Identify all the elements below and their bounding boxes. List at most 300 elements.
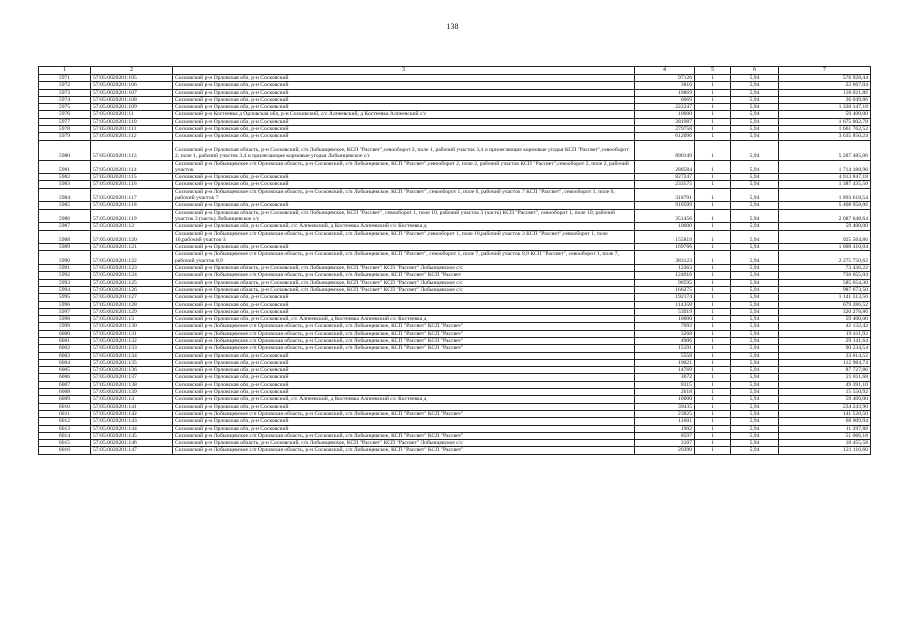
rate-cell: 5,94 (731, 272, 779, 279)
row-number-cell: 6009 (39, 396, 91, 403)
rate-cell: 5,94 (731, 82, 779, 89)
rate-cell: 5,94 (731, 359, 779, 366)
column-header: 7 (779, 67, 871, 75)
rate-cell: 5,94 (731, 174, 779, 181)
coefficient-cell: 1 (695, 251, 731, 265)
cadastral-number-cell: 57:05:0020201:14 (91, 396, 173, 403)
area-cell: 155819 (635, 230, 695, 244)
row-number-cell: 6004 (39, 359, 91, 366)
cadastral-number-cell: 57:05:0020201:124 (91, 272, 173, 279)
cadastral-number-cell: 57:05:0020201:122 (91, 251, 173, 265)
coefficient-cell: 1 (695, 301, 731, 308)
value-cell: 59 400,00 (779, 223, 871, 230)
address-cell: Сосковский р-н Орловская обл, р-н Сосковский (173, 308, 635, 315)
coefficient-cell: 1 (695, 140, 731, 160)
address-cell: Сосковский р-н Орловская обл, р-н Сосковский (173, 75, 635, 82)
address-cell: Сосковский р-н Орловская область, р-н Сосковский, с/п Лобынцевское, КСП "Рассвет", севооборот 1, поле 10, рабочий участок 3 (часть) КСП "Рассвет", севооборот 1, поле 10, рабочий участок 3 (часть) Лобынцевское с/с (173, 209, 635, 223)
row-number-cell: 6001 (39, 337, 91, 344)
cadastral-number-cell: 57:05:0020201:129 (91, 308, 173, 315)
address-cell: Сосковский р-н Орловская обл, р-н Сосковский (173, 133, 635, 140)
area-cell: 279758 (635, 126, 695, 133)
page-number: 138 (446, 22, 459, 31)
cadastral-number-cell: 57:05:0020201:11 (91, 111, 173, 118)
table-row (39, 104, 871, 111)
row-number-cell: 5986 (39, 209, 91, 223)
rate-cell: 5,94 (731, 209, 779, 223)
coefficient-cell: 1 (695, 133, 731, 140)
address-cell: Сосковский р-н Лобынцевское с/п Орловская область, р-н Сосковский, с/п Лобынцевское, КСП "Рассвет", севооборот 1, поле 7, рабочий участок 8,9 КСП "Рассвет", севооборот 1, поле 7, рабочий участок 8,9 (173, 251, 635, 265)
cadastral-number-cell: 57:05:0020201:116 (91, 181, 173, 188)
table-row (39, 140, 871, 160)
address-cell: Сосковский р-н Орловская обл, р-н Сосковский (173, 367, 635, 374)
cadastral-number-cell: 57:05:0020201:139 (91, 389, 173, 396)
address-cell: Сосковский р-н Лобынцевское с/п Орловская область, р-н Сосковский, с/п Лобынцевское, КСП "Рассвет" КСП "Рассвет" (173, 345, 635, 352)
value-cell: 51 066,18 (779, 432, 871, 439)
address-cell: Сосковский р-н Лобынцевское с/п Орловская область, р-н Сосковский, с/п Лобынцевское, КСП "Рассвет" КСП "Рассвет (173, 272, 635, 279)
value-cell: 121 116,60 (779, 447, 871, 454)
address-cell: Сосковский р-н Орловская обл, р-н Сосковский (173, 352, 635, 359)
coefficient-cell: 1 (695, 447, 731, 454)
coefficient-cell: 1 (695, 126, 731, 133)
coefficient-cell: 1 (695, 294, 731, 301)
area-cell: 3816 (635, 82, 695, 89)
coefficient-cell: 1 (695, 352, 731, 359)
area-cell: 12363 (635, 265, 695, 272)
rate-cell: 5,94 (731, 330, 779, 337)
row-number-cell: 5978 (39, 126, 91, 133)
address-cell: Сосковский р-н Орловская обл, р-н Сосковский (173, 118, 635, 125)
value-cell: 1 714 188,96 (779, 160, 871, 174)
table-row (39, 389, 871, 396)
row-number-cell: 5981 (39, 160, 91, 174)
address-cell: Сосковский р-н Лобынцевское с/п Орловская область, р-н Сосковский, с/п Лобынцевское, КСП "Рассвет",севооборот 1, поле 10,рабочий участок 3 КСП "Рассвет",севооборот 1, поле 10,рабочий участок 3 (173, 230, 635, 244)
table-row (39, 352, 871, 359)
area-cell: 318791 (635, 188, 695, 202)
table-row (39, 251, 871, 265)
area-cell: 19869 (635, 89, 695, 96)
area-cell: 20390 (635, 447, 695, 454)
area-cell: 53919 (635, 308, 695, 315)
rate-cell: 5,94 (731, 160, 779, 174)
address-cell: Сосковский р-н Орловская обл, р-н Сосковский (173, 89, 635, 96)
value-cell: 90 234,54 (779, 345, 871, 352)
table-row (39, 133, 871, 140)
table-row (39, 301, 871, 308)
value-cell: 18 455,58 (779, 440, 871, 447)
address-cell: Сосковский р-н Орловская обл, р-н Сосковский (173, 96, 635, 103)
table-row (39, 181, 871, 188)
column-header: 5 (695, 67, 731, 75)
coefficient-cell: 1 (695, 174, 731, 181)
cadastral-number-cell: 57:05:0020201:141 (91, 403, 173, 410)
area-cell: 23825 (635, 410, 695, 417)
area-cell: 233575 (635, 181, 695, 188)
rate-cell: 5,94 (731, 96, 779, 103)
value-cell: 118 021,86 (779, 89, 871, 96)
row-number-cell: 6012 (39, 418, 91, 425)
coefficient-cell: 1 (695, 425, 731, 432)
rate-cell: 5,94 (731, 202, 779, 209)
row-number-cell: 5977 (39, 118, 91, 125)
address-cell: Сосковский р-н Орловская обл, р-н Сосковский (173, 301, 635, 308)
rate-cell: 5,94 (731, 316, 779, 323)
table-row (39, 403, 871, 410)
cadastral-number-cell: 57:05:0020201:135 (91, 359, 173, 366)
rate-cell: 5,94 (731, 367, 779, 374)
coefficient-cell: 1 (695, 381, 731, 388)
table-row (39, 374, 871, 381)
rate-cell: 5,94 (731, 440, 779, 447)
area-cell: 1902 (635, 425, 695, 432)
value-cell: 1 008 410,04 (779, 244, 871, 251)
cadastral-number-cell: 57:05:0020201:130 (91, 323, 173, 330)
table-row (39, 440, 871, 447)
row-number-cell: 5980 (39, 140, 91, 160)
cadastral-number-cell: 57:05:0020201:106 (91, 82, 173, 89)
row-number-cell: 6015 (39, 440, 91, 447)
area-cell: 7093 (635, 323, 695, 330)
area-cell: 15191 (635, 345, 695, 352)
coefficient-cell: 1 (695, 337, 731, 344)
table-row (39, 96, 871, 103)
rate-cell: 5,94 (731, 244, 779, 251)
row-number-cell: 6008 (39, 389, 91, 396)
rate-cell: 5,94 (731, 265, 779, 272)
cadastral-number-cell: 57:05:0020201:143 (91, 418, 173, 425)
address-cell: Сосковский р-н Орловская обл, р-н Сосковский (173, 82, 635, 89)
column-header: 1 (39, 67, 91, 75)
column-header: 3 (173, 67, 635, 75)
cadastral-table (38, 66, 871, 455)
address-cell: Сосковский р-н Орловская обл, р-н Сосковский (173, 389, 635, 396)
rate-cell: 5,94 (731, 118, 779, 125)
value-cell: 2 275 750,62 (779, 251, 871, 265)
address-cell: Сосковский р-н Орловская обл, р-н Сосковский, с/с Алпеевский, д Костеевка Алпеевский с/с Костеевка д (173, 316, 635, 323)
cadastral-number-cell: 57:05:0020201:123 (91, 265, 173, 272)
area-cell: 6069 (635, 96, 695, 103)
address-cell: Сосковский р-н Орловская обл, р-н Сосковский, с/с Алпеевский, д Костеевка Алпеевский с/с Костеевка д (173, 223, 635, 230)
address-cell: Сосковский р-н Лобынцевское с/п Орловская область, р-н Сосковский, с/п Лобынцевское, КСП "Рассвет" КСП "Рассвет" (173, 337, 635, 344)
value-cell: 2 087 648,64 (779, 209, 871, 223)
cadastral-number-cell: 57:05:0020201:118 (91, 202, 173, 209)
coefficient-cell: 1 (695, 316, 731, 323)
rate-cell: 5,94 (731, 381, 779, 388)
address-cell: Сосковский р-н Орловская обл, р-н Сосковский (173, 294, 635, 301)
cadastral-number-cell: 57:05:0020201:132 (91, 337, 173, 344)
table-row (39, 381, 871, 388)
cadastral-number-cell: 57:05:0020201:13 (91, 316, 173, 323)
coefficient-cell: 1 (695, 440, 731, 447)
row-number-cell: 5996 (39, 301, 91, 308)
rate-cell: 5,94 (731, 345, 779, 352)
area-cell: 124016 (635, 272, 695, 279)
table-row (39, 160, 871, 174)
rate-cell: 5,94 (731, 104, 779, 111)
row-number-cell: 5989 (39, 244, 91, 251)
area-cell: 2618 (635, 389, 695, 396)
table-row (39, 330, 871, 337)
row-number-cell: 6000 (39, 330, 91, 337)
row-number-cell: 5992 (39, 272, 91, 279)
value-cell: 59 400,00 (779, 111, 871, 118)
value-cell: 1 141 513,56 (779, 294, 871, 301)
value-cell: 68 909,94 (779, 418, 871, 425)
address-cell: Сосковский р-н Орловская обл, р-н Сосковский (173, 425, 635, 432)
table-row (39, 223, 871, 230)
table-row (39, 396, 871, 403)
rate-cell: 5,94 (731, 75, 779, 82)
value-cell: 21 811,68 (779, 374, 871, 381)
cadastral-number-cell: 57:05:0020201:12 (91, 223, 173, 230)
coefficient-cell: 1 (695, 403, 731, 410)
address-cell: Сосковский р-н Орловская обл, р-н Сосковский (173, 104, 635, 111)
area-cell: 827247 (635, 174, 695, 181)
area-cell: 114358 (635, 301, 695, 308)
rate-cell: 5,94 (731, 337, 779, 344)
rate-cell: 5,94 (731, 126, 779, 133)
row-number-cell: 6014 (39, 432, 91, 439)
value-cell: 320 278,86 (779, 308, 871, 315)
coefficient-cell: 1 (695, 160, 731, 174)
value-cell: 29 141,64 (779, 337, 871, 344)
area-cell: 3672 (635, 374, 695, 381)
address-cell: Сосковский р-н Орловская обл, р-н Сосковский (173, 403, 635, 410)
cadastral-number-cell: 57:05:0020201:142 (91, 410, 173, 417)
address-cell: Сосковский р-н Орловская обл, р-н Сосковский (173, 174, 635, 181)
coefficient-cell: 1 (695, 75, 731, 82)
value-cell: 22 667,04 (779, 82, 871, 89)
rate-cell: 5,94 (731, 425, 779, 432)
value-cell: 112 984,74 (779, 359, 871, 366)
row-number-cell: 6003 (39, 352, 91, 359)
table-row (39, 418, 871, 425)
row-number-cell: 5993 (39, 279, 91, 286)
rate-cell: 5,94 (731, 111, 779, 118)
column-header: 2 (91, 67, 173, 75)
table-row (39, 118, 871, 125)
row-number-cell: 5973 (39, 89, 91, 96)
table-row (39, 111, 871, 118)
rate-cell: 5,94 (731, 447, 779, 454)
coefficient-cell: 1 (695, 230, 731, 244)
area-cell: 19021 (635, 359, 695, 366)
rate-cell: 5,94 (731, 279, 779, 286)
row-number-cell: 5988 (39, 230, 91, 244)
row-number-cell: 5975 (39, 104, 91, 111)
coefficient-cell: 1 (695, 374, 731, 381)
cadastral-number-cell: 57:05:0020201:119 (91, 209, 173, 223)
table-row (39, 82, 871, 89)
cadastral-number-cell: 57:05:0020201:125 (91, 279, 173, 286)
rate-cell: 5,94 (731, 410, 779, 417)
cadastral-number-cell: 57:05:0020201:147 (91, 447, 173, 454)
cadastral-number-cell: 57:05:0020201:117 (91, 188, 173, 202)
table-row (39, 367, 871, 374)
rate-cell: 5,94 (731, 308, 779, 315)
cadastral-number-cell: 57:05:0020201:127 (91, 294, 173, 301)
cadastral-number-cell: 57:05:0020201:145 (91, 432, 173, 439)
table-row (39, 209, 871, 223)
area-cell: 8597 (635, 432, 695, 439)
coefficient-cell: 1 (695, 209, 731, 223)
row-number-cell: 5991 (39, 265, 91, 272)
value-cell: 87 727,86 (779, 367, 871, 374)
address-cell: Сосковский р-н Лобынцевское с/п Орловская область, р-н Сосковский, с/п Лобынцевское, КСП "Рассвет",севооборот 2, поле 2, рабочий участок КСП "Рассвет",севооборот 2, поле 2, рабочий участок (173, 160, 635, 174)
cadastral-number-cell: 57:05:0020201:107 (91, 89, 173, 96)
table-row (39, 410, 871, 417)
table-row (39, 425, 871, 432)
value-cell: 11 297,88 (779, 425, 871, 432)
value-cell: 36 049,86 (779, 96, 871, 103)
value-cell: 585 654,30 (779, 279, 871, 286)
area-cell: 98595 (635, 279, 695, 286)
cadastral-number-cell: 57:05:0020201:108 (91, 96, 173, 103)
table-row (39, 89, 871, 96)
cadastral-number-cell: 57:05:0020201:138 (91, 381, 173, 388)
cadastral-number-cell: 57:05:0020201:111 (91, 126, 173, 133)
value-cell: 73 436,22 (779, 265, 871, 272)
table-row (39, 308, 871, 315)
area-cell: 39435 (635, 403, 695, 410)
cadastral-number-cell: 57:05:0020201:134 (91, 352, 173, 359)
row-number-cell: 5979 (39, 133, 91, 140)
cadastral-number-cell: 57:05:0020201:136 (91, 367, 173, 374)
address-cell: Сосковский р-н Орловская обл, р-н Сосковский (173, 381, 635, 388)
area-cell: 910599 (635, 202, 695, 209)
address-cell: Сосковский р-н Лобынцевское с/п Орловская область, р-н Сосковский, с/п Лобынцевское, КСП "Рассвет" КСП "Рассвет" (173, 432, 635, 439)
value-cell: 987 673,50 (779, 286, 871, 293)
cadastral-number-cell: 57:05:0020201:137 (91, 374, 173, 381)
row-number-cell: 5974 (39, 96, 91, 103)
area-cell: 11601 (635, 418, 695, 425)
coefficient-cell: 1 (695, 286, 731, 293)
value-cell: 5 287 485,06 (779, 140, 871, 160)
area-cell: 166275 (635, 286, 695, 293)
rate-cell: 5,94 (731, 294, 779, 301)
coefficient-cell: 1 (695, 323, 731, 330)
coefficient-cell: 1 (695, 330, 731, 337)
row-number-cell: 6002 (39, 345, 91, 352)
table-row (39, 447, 871, 454)
coefficient-cell: 1 (695, 345, 731, 352)
coefficient-cell: 1 (695, 82, 731, 89)
rate-cell: 5,94 (731, 301, 779, 308)
value-cell: 1 387 435,50 (779, 181, 871, 188)
coefficient-cell: 1 (695, 432, 731, 439)
rate-cell: 5,94 (731, 188, 779, 202)
table-row (39, 345, 871, 352)
address-cell: Сосковский р-н Орловская обл, р-н Сосковский (173, 359, 635, 366)
table-body (39, 67, 871, 455)
value-cell: 4 913 847,18 (779, 174, 871, 181)
row-number-cell: 5976 (39, 111, 91, 118)
value-cell: 42 132,42 (779, 323, 871, 330)
address-cell: Сосковский р-н Орловская область, р-н Сосковский, с/п Лобынцевское, КСП "Рассвет" КСП "Рассвет" Лобынцевское с/с (173, 440, 635, 447)
rate-cell: 5,94 (731, 89, 779, 96)
row-number-cell: 5987 (39, 223, 91, 230)
coefficient-cell: 1 (695, 188, 731, 202)
cadastral-number-cell: 57:05:0020201:121 (91, 244, 173, 251)
value-cell: 576 928,44 (779, 75, 871, 82)
value-cell: 5 408 958,06 (779, 202, 871, 209)
address-cell: Сосковский р-н Орловская область, р-н Сосковский, с/п Лобынцевское, КСП "Рассвет" КСП "Рассвет" Лобынцевское с/с (173, 265, 635, 272)
cadastral-number-cell: 57:05:0020201:128 (91, 301, 173, 308)
coefficient-cell: 1 (695, 272, 731, 279)
table-row (39, 316, 871, 323)
row-number-cell: 5972 (39, 82, 91, 89)
area-cell: 14769 (635, 367, 695, 374)
address-cell: Сосковский р-н Орловская область, р-н Сосковский, с/п Лобынцевское, КСП "Рассвет" КСП "Рассвет" Лобынцевское с/с (173, 279, 635, 286)
address-cell: Сосковский р-н Орловская обл, р-н Сосковский (173, 202, 635, 209)
table-row (39, 230, 871, 244)
row-number-cell: 6010 (39, 403, 91, 410)
column-header: 6 (731, 67, 779, 75)
coefficient-cell: 1 (695, 223, 731, 230)
row-number-cell: 5984 (39, 188, 91, 202)
value-cell: 49 391,10 (779, 381, 871, 388)
area-cell: 97126 (635, 75, 695, 82)
table-row (39, 323, 871, 330)
cadastral-number-cell: 57:05:0020201:105 (91, 75, 173, 82)
address-cell: Сосковский р-н Костеевка д Орловская обл, р-н Сосковский, с/с Алпеевский, д Костеевка Алпеевский с/с (173, 111, 635, 118)
rate-cell: 5,94 (731, 133, 779, 140)
row-number-cell: 6016 (39, 447, 91, 454)
value-cell: 59 400,00 (779, 396, 871, 403)
table-row (39, 286, 871, 293)
address-cell: Сосковский р-н Лобынцевское с/п Орловская область, р-н Сосковский, с/п Лобынцевское, КСП "Рассвет" КСП "Рассвет" (173, 323, 635, 330)
row-number-cell: 5985 (39, 202, 91, 209)
cadastral-number-cell: 57:05:0020201:112 (91, 133, 173, 140)
table-row (39, 432, 871, 439)
address-cell: Сосковский р-н Лобынцевское с/п Орловская область, р-н Сосковский, с/п Лобынцевское, КСП "Рассвет" КСП "Рассвет" (173, 330, 635, 337)
area-cell: 288584 (635, 160, 695, 174)
row-number-cell: 5971 (39, 75, 91, 82)
rate-cell: 5,94 (731, 181, 779, 188)
value-cell: 736 655,04 (779, 272, 871, 279)
coefficient-cell: 1 (695, 111, 731, 118)
address-cell: Сосковский р-н Орловская обл, р-н Сосковский (173, 244, 635, 251)
row-number-cell: 5995 (39, 294, 91, 301)
rate-cell: 5,94 (731, 251, 779, 265)
area-cell: 10000 (635, 111, 695, 118)
coefficient-cell: 1 (695, 308, 731, 315)
area-cell: 612096 (635, 133, 695, 140)
rate-cell: 5,94 (731, 403, 779, 410)
value-cell: 59 400,00 (779, 316, 871, 323)
address-cell: Сосковский р-н Орловская обл, р-н Сосковский, с/с Алпеевский, д Костеевка Алпеевский с/с Костеевка д (173, 396, 635, 403)
address-cell: Сосковский р-н Орловская область, р-н Сосковский, с/п Лобынцевское, КСП "Рассвет" КСП "Рассвет" Лобынцевское с/с (173, 286, 635, 293)
value-cell: 1 893 618,54 (779, 188, 871, 202)
area-cell: 890149 (635, 140, 695, 160)
cadastral-number-cell: 57:05:0020201:113 (91, 140, 173, 160)
rate-cell: 5,94 (731, 418, 779, 425)
address-cell: Сосковский р-н Орловская область, р-н Сосковский, с/п Лобынцевское, КСП "Рассвет",севооборот 2, поле 1, рабочий участок 3,4 и прилегающие кормовые угодья КСП "Рассвет",севооборот 2, поле 1, рабочий участок 3,4 и прилегающие кормовые угодья Лобынцевское с/с (173, 140, 635, 160)
table-row (39, 75, 871, 82)
coefficient-cell: 1 (695, 89, 731, 96)
column-header: 4 (635, 67, 695, 75)
coefficient-cell: 1 (695, 367, 731, 374)
rate-cell: 5,94 (731, 389, 779, 396)
table-row (39, 294, 871, 301)
area-cell: 10000 (635, 223, 695, 230)
coefficient-cell: 1 (695, 104, 731, 111)
rate-cell: 5,94 (731, 230, 779, 244)
row-number-cell: 5983 (39, 181, 91, 188)
area-cell: 3107 (635, 440, 695, 447)
coefficient-cell: 1 (695, 118, 731, 125)
area-cell: 10000 (635, 316, 695, 323)
row-number-cell: 5982 (39, 174, 91, 181)
